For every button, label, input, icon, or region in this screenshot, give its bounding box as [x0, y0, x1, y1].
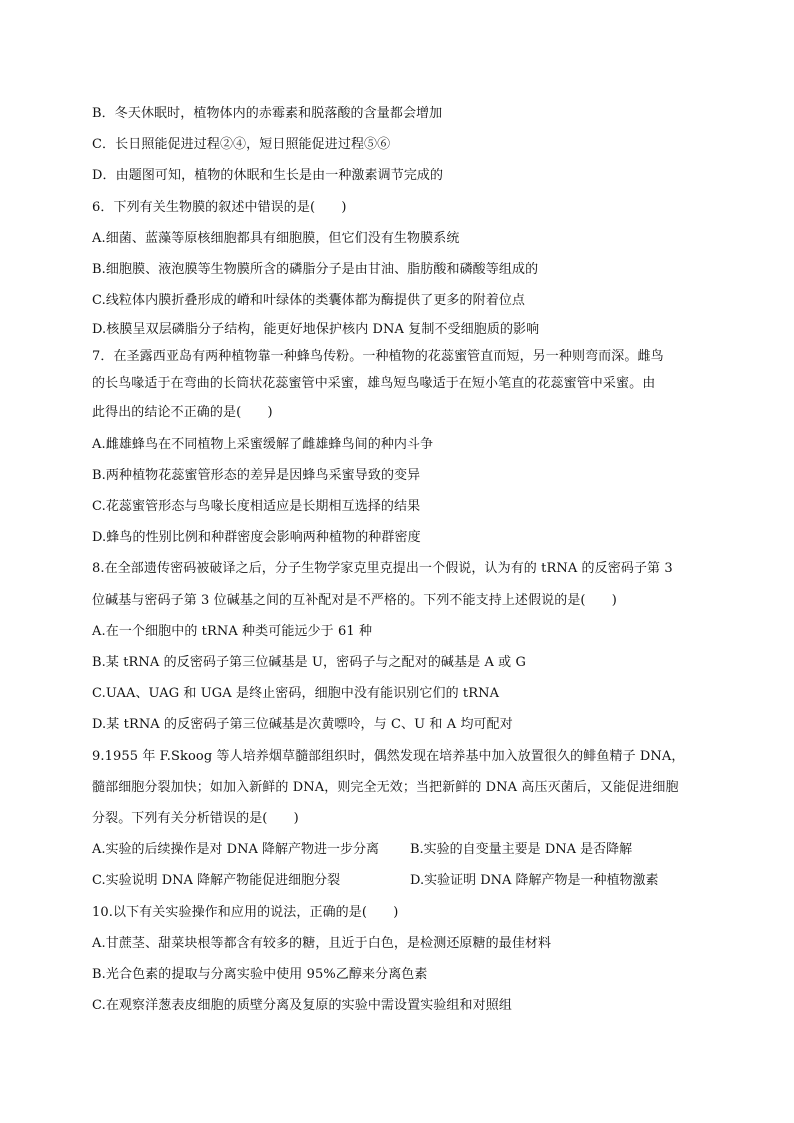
q9-stem-line-2: 髓部细胞分裂加快；如加入新鲜的 DNA，则完全无效；当把新鲜的 DNA 高压灭菌后，又能促进细胞: [92, 779, 679, 795]
q9-stem-line-1: 9.1955 年 F.Skoog 等人培养烟草髓部组织时，偶然发现在培养基中加入放置很久的鲱鱼精子 DNA，: [92, 748, 685, 764]
q8-option-c: C.UAA、UAG 和 UGA 是终止密码，细胞中没有能识别它们的 tRNA: [92, 686, 500, 702]
q5-option-c: C．长日照能促进过程②④，短日照能促进过程⑤⑥: [92, 137, 391, 153]
q7-option-d: D.蜂鸟的性别比例和种群密度会影响两种植物的种群密度: [92, 530, 421, 546]
q9-option-a: A.实验的后续操作是对 DNA 降解产物进一步分离: [92, 842, 379, 858]
q6-option-b: B.细胞膜、液泡膜等生物膜所含的磷脂分子是由甘油、脂肪酸和磷酸等组成的: [92, 262, 539, 278]
q7-stem-line-1: 7．在圣露西亚岛有两种植物靠一种蜂鸟传粉。一种植物的花蕊蜜管直而短，另一种则弯而深。雌鸟: [92, 349, 664, 365]
q10-stem: 10.以下有关实验操作和应用的说法，正确的是( ): [92, 904, 399, 920]
q6-stem: 6．下列有关生物膜的叙述中错误的是( ): [92, 199, 347, 215]
q9-options-row-1: [92, 834, 712, 865]
q6-option-c: C.线粒体内膜折叠形成的嵴和叶绿体的类囊体都为酶提供了更多的附着位点: [92, 293, 526, 309]
q9-options-row-2: [92, 865, 712, 896]
q9-option-d: D.实验证明 DNA 降解产物是一种植物激素: [410, 873, 659, 889]
q5-option-d: D．由题图可知，植物的休眠和生长是由一种激素调节完成的: [92, 168, 444, 184]
q9-option-b: B.实验的自变量主要是 DNA 是否降解: [410, 842, 633, 858]
q7-stem-line-3: 此得出的结论不正确的是( ): [92, 405, 273, 421]
exam-page: [92, 98, 712, 1021]
q7-option-c: C.花蕊蜜管形态与鸟喙长度相适应是长期相互选择的结果: [92, 499, 421, 515]
q10-option-b: B.光合色素的提取与分离实验中使用 95%乙醇来分离色素: [92, 967, 428, 983]
q8-stem-line-1: 8.在全部遗传密码被破译之后，分子生物学家克里克提出一个假说，认为有的 tRNA 的反密码子第 3: [92, 561, 673, 577]
q6-option-a: A.细菌、蓝藻等原核细胞都具有细胞膜，但它们没有生物膜系统: [92, 230, 460, 246]
q8-stem-line-2: 位碱基与密码子第 3 位碱基之间的互补配对是不严格的。下列不能支持上述假说的是( ): [92, 592, 617, 608]
q8-option-d: D.某 tRNA 的反密码子第三位碱基是次黄嘌呤，与 C、U 和 A 均可配对: [92, 717, 513, 733]
q5-option-b: B．冬天休眠时，植物体内的赤霉素和脱落酸的含量都会增加: [92, 106, 443, 121]
q7-option-a: A.雌雄蜂鸟在不同植物上采蜜缓解了雌雄蜂鸟间的种内斗争: [92, 436, 434, 452]
q7-stem-line-2: 的长鸟喙适于在弯曲的长筒状花蕊蜜管中采蜜，雄鸟短鸟喙适于在短小笔直的花蕊蜜管中采蜜。由: [92, 376, 656, 392]
q10-option-a: A.甘蔗茎、甜菜块根等都含有较多的糖，且近于白色，是检测还原糖的最佳材料: [92, 935, 552, 951]
q8-option-a: A.在一个细胞中的 tRNA 种类可能远少于 61 种: [92, 623, 373, 639]
q8-option-b: B.某 tRNA 的反密码子第三位碱基是 U，密码子与之配对的碱基是 A 或 G: [92, 655, 526, 671]
q6-option-d: D.核膜呈双层磷脂分子结构，能更好地保护核内 DNA 复制不受细胞质的影响: [92, 322, 540, 338]
q9-option-c: C.实验说明 DNA 降解产物能促进细胞分裂: [92, 873, 341, 889]
q9-stem-line-3: 分裂。下列有关分析错误的是( ): [92, 811, 299, 827]
q7-option-b: B.两种植物花蕊蜜管形态的差异是因蜂鸟采蜜导致的变异: [92, 467, 421, 483]
q10-option-c: C.在观察洋葱表皮细胞的质壁分离及复原的实验中需设置实验组和对照组: [92, 998, 512, 1014]
